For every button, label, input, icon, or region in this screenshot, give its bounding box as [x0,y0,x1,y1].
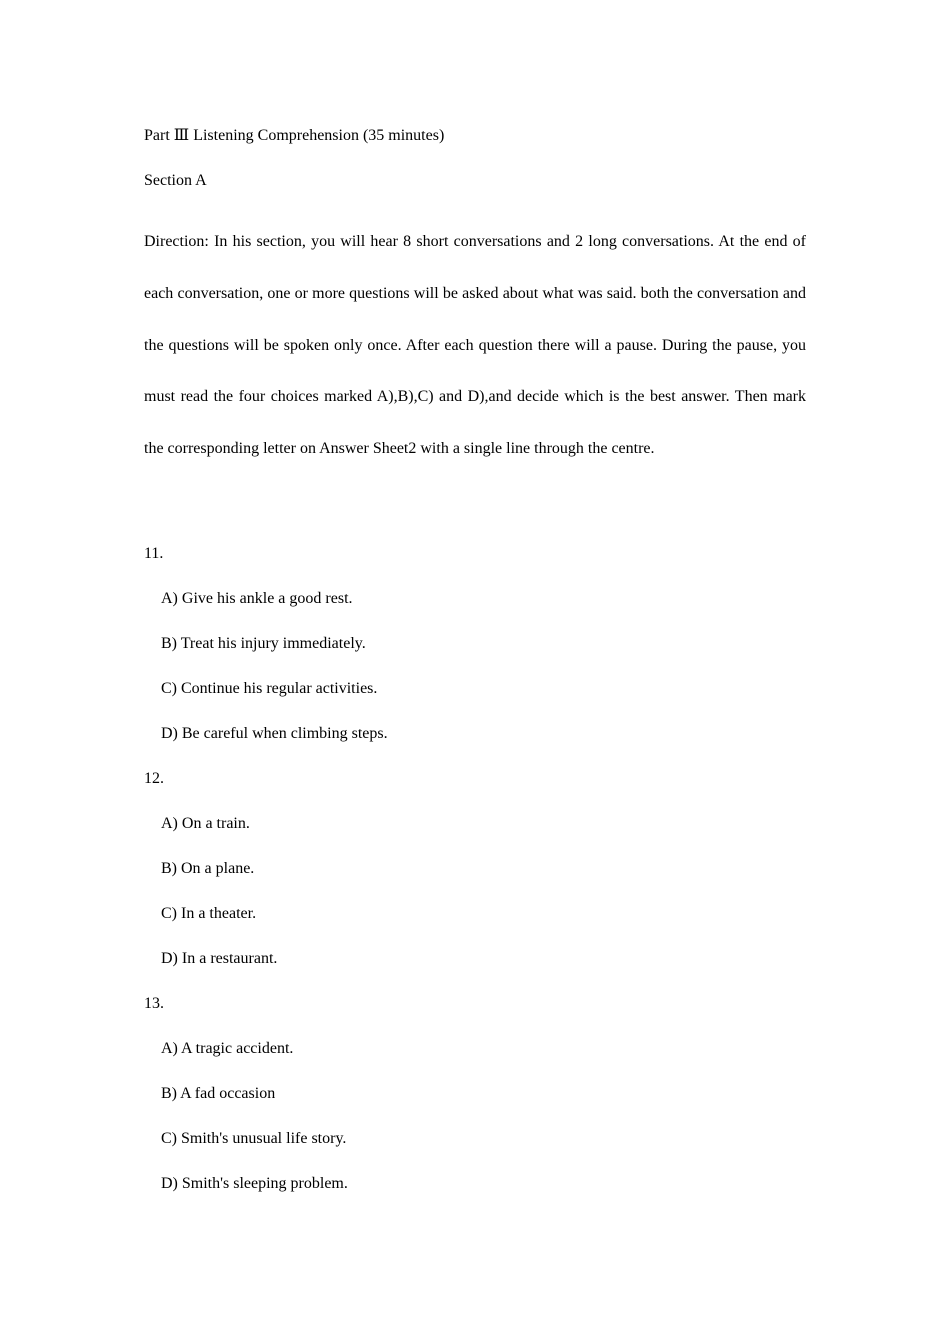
option-b: B) A fad occasion [161,1085,276,1102]
question-number: 13. [144,995,164,1012]
option-d: D) In a restaurant. [161,950,278,967]
option-c: C) Smith's unusual life story. [161,1130,347,1147]
option-d: D) Be careful when climbing steps. [161,725,388,742]
option-b: B) Treat his injury immediately. [161,635,366,652]
question-number: 12. [144,770,164,787]
option-a: A) On a train. [161,815,250,832]
option-c: C) In a theater. [161,905,257,922]
option-c: C) Continue his regular activities. [161,680,378,697]
option-a: A) A tragic accident. [161,1040,294,1057]
option-b: B) On a plane. [161,860,255,877]
section-title: Section A [144,172,207,189]
part-heading: Part Ⅲ Listening Comprehension (35 minutes) [144,127,445,144]
option-a: A) Give his ankle a good rest. [161,590,353,607]
option-d: D) Smith's sleeping problem. [161,1175,348,1192]
question-number: 11. [144,545,164,562]
directions-paragraph: Direction: In his section, you will hear 8 short conversations and 2 long conversations. At the end of each conversation, one or more questions will be asked about what was said. both the conversation and the questions will be spoken only once. After each question there will a pause. During the pause, you must read the four choices marked A),B),C) and D),and decide which is the best answer. Then mark the corresponding letter on Answer Sheet2 with a single line through the centre. [144,233,806,458]
